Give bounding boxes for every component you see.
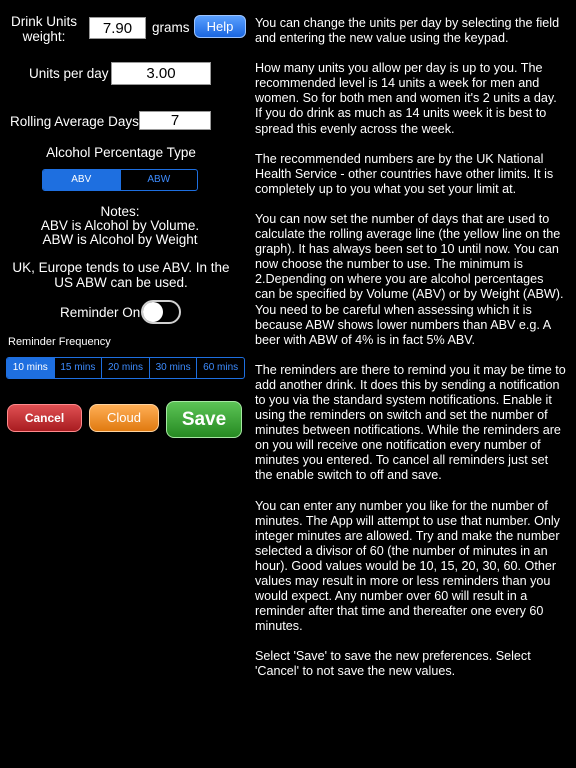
notes-title: Notes: — [100, 204, 140, 219]
freq-30[interactable]: 30 mins — [149, 358, 197, 378]
reminder-frequency-segment[interactable] — [6, 357, 245, 379]
help-paragraph: The reminders are there to remind you it may be time to add another drink. It does this by sending a notification to you via the standard system notifications. Enable it using the reminders on switch and set the number of minutes between notifications. While the reminders are on you will receive one notification every number of minutes you entered. To cancel all reminders just set the enable switch to off and save. — [255, 362, 566, 483]
help-paragraph: How many units you allow per day is up to you. The recommended level is 14 units a week for men and women. So for both men and women it's 2 units a day. If you do drink as much as 14 units week it is best to spread this evenly across the week. — [255, 61, 557, 136]
help-paragraph: The recommended numbers are by the UK National Health Service - other countries have other limits. It is completely up to you what you set your limit at. — [255, 151, 554, 196]
reminder-frequency-label: Reminder Frequency — [8, 336, 111, 348]
toggle-knob — [143, 302, 163, 322]
units-per-day-input[interactable] — [111, 62, 211, 85]
cancel-button[interactable]: Cancel — [7, 404, 82, 432]
reminder-toggle[interactable] — [141, 300, 181, 324]
freq-20[interactable]: 20 mins — [101, 358, 149, 378]
notes-abw: ABW is Alcohol by Weight — [42, 232, 198, 247]
alcohol-type-label: Alcohol Percentage Type — [46, 145, 196, 160]
help-text — [255, 16, 567, 695]
notes-abv: ABV is Alcohol by Volume. — [40, 218, 200, 233]
rolling-average-label: Rolling Average Days — [10, 114, 139, 129]
help-button[interactable]: Help — [194, 15, 246, 38]
drink-units-label: Drink Units weight: — [10, 14, 77, 44]
alcohol-type-abv[interactable]: ABV — [43, 170, 120, 190]
freq-15[interactable]: 15 mins — [54, 358, 102, 378]
cloud-button[interactable]: Cloud — [89, 404, 159, 432]
alcohol-type-abw[interactable]: ABW — [120, 170, 198, 190]
rolling-average-input[interactable] — [139, 111, 211, 130]
alcohol-type-segment[interactable] — [42, 169, 198, 191]
help-paragraph: You can now set the number of days that are used to calculate the rolling average line (the yellow line on the graph). It has always been set to 10 until now. You can now choose the number to use. The minimum is 2.Depending on where you are alcohol percentages can be specified by Volume (ABV) or by Weight (ABW). You need to be careful when assessing which it is because ABW shows lower numbers than ABV e.g. A beer with ABW of 4% is in fact 5% ABV. — [255, 211, 564, 347]
help-paragraph: Select 'Save' to save the new preferences. Select 'Cancel' to not save the new values. — [255, 649, 531, 679]
help-paragraph: You can enter any number you like for the number of minutes. The App will attempt to use that number. Only integer minutes are allowed. Try and make the number selected a divisor of 60 (the number of minutes in an hour). Good values would be 10, 15, 20, 30, 60. Other values may result in more or less reminders than you would expect. Any number over 60 will result in a reminder after that time and thereafter one every 60 minutes. — [255, 498, 560, 634]
freq-60[interactable]: 60 mins — [196, 358, 244, 378]
reminder-on-label: Reminder On — [60, 305, 141, 320]
save-button[interactable]: Save — [166, 401, 242, 438]
freq-10[interactable]: 10 mins — [7, 358, 54, 378]
grams-label: grams — [152, 20, 190, 35]
help-paragraph: You can change the units per day by selecting the field and entering the new value using the keypad. — [255, 16, 560, 46]
units-per-day-label: Units per day — [29, 66, 109, 81]
uk-note: UK, Europe tends to use ABV. In the US ABW can be used. — [12, 260, 230, 290]
drink-units-input[interactable] — [89, 17, 146, 39]
